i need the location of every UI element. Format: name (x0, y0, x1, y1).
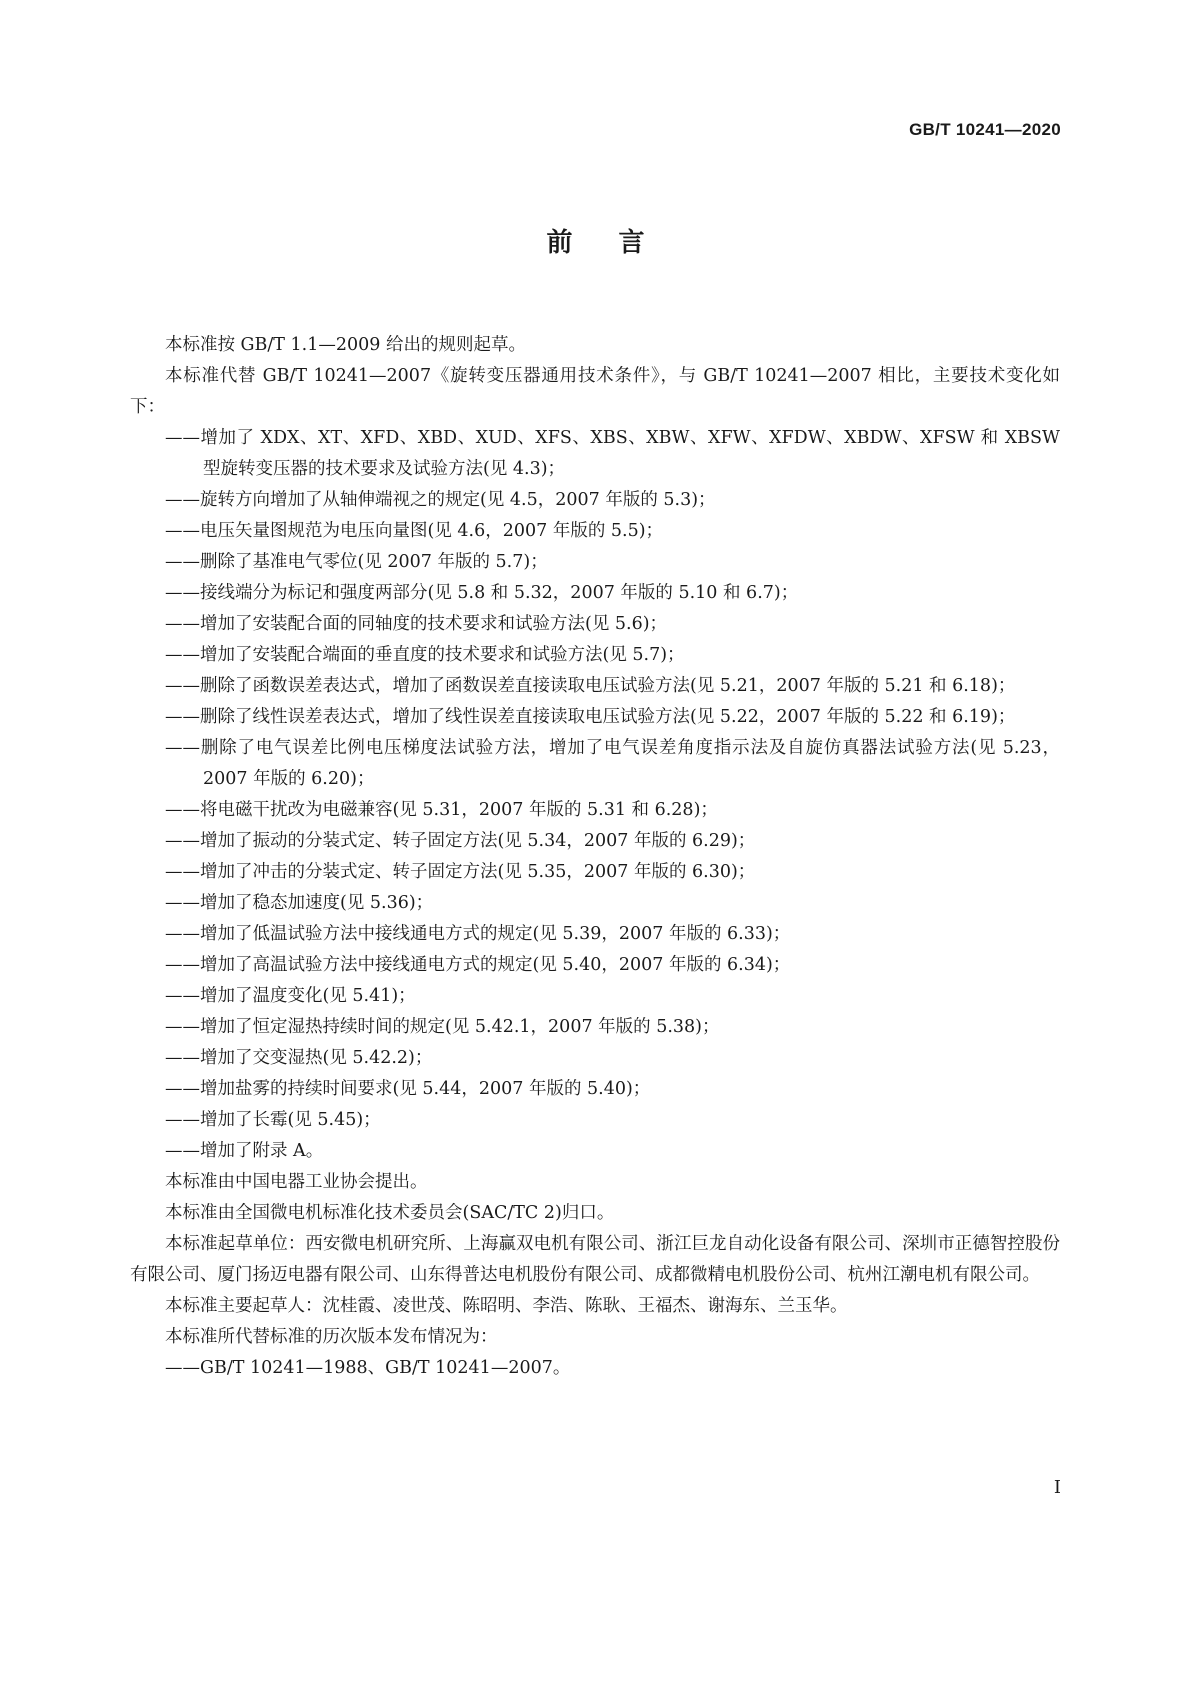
page-number: I (1053, 1477, 1061, 1498)
list-item: ——删除了线性误差表达式，增加了线性误差直接读取电压试验方法(见 5.22，2007 年版的 5.22 和 6.19)； (165, 707, 1016, 727)
list-item: ——增加了交变湿热(见 5.42.2)； (165, 1048, 433, 1068)
intro-paragraph: 本标准代替 GB/T 10241—2007《旋转变压器通用技术条件》，与 GB/T 10241—2007 相比，主要技术变化如下： (130, 366, 1060, 417)
history-item: ——GB/T 10241—1988、GB/T 10241—2007。 (165, 1358, 571, 1378)
list-item: ——增加了振动的分装式定、转子固定方法(见 5.34，2007 年版的 6.29)； (165, 831, 756, 851)
drafting-units-paragraph: 本标准起草单位：西安微电机研究所、上海赢双电机有限公司、浙江巨龙自动化设备有限公司、深圳市正德智控股份有限公司、厦门扬迈电器有限公司、山东得普达电机股份有限公司、成都微精电机股份公司、杭州江潮电机有限公司。 (130, 1234, 1060, 1285)
list-item: ——增加了低温试验方法中接线通电方式的规定(见 5.39，2007 年版的 6.33)； (165, 924, 791, 944)
list-item: ——增加了温度变化(见 5.41)； (165, 986, 416, 1006)
list-item: ——增加了安装配合面的同轴度的技术要求和试验方法(见 5.6)； (165, 614, 668, 634)
list-item: ——增加了 XDX、XT、XFD、XBD、XUD、XFS、XBS、XBW、XFW、XFDW、XBDW、XFSW 和 XBSW 型旋转变压器的技术要求及试验方法(见 4.3)； (165, 428, 1060, 479)
list-item: ——删除了电气误差比例电压梯度法试验方法，增加了电气误差角度指示法及自旋仿真器法试验方法(见 5.23，2007 年版的 6.20)； (165, 738, 1060, 789)
list-item: ——增加盐雾的持续时间要求(见 5.44，2007 年版的 5.40)； (165, 1079, 651, 1099)
list-item: ——增加了恒定湿热持续时间的规定(见 5.42.1，2007 年版的 5.38)； (165, 1017, 720, 1037)
page-title: 前言 (546, 228, 691, 258)
list-item: ——删除了函数误差表达式，增加了函数误差直接读取电压试验方法(见 5.21，2007 年版的 5.21 和 6.18)； (165, 676, 1016, 696)
drafters-paragraph: 本标准主要起草人：沈桂霞、凌世茂、陈昭明、李浩、陈耿、王福杰、谢海东、兰玉华。 (165, 1296, 848, 1316)
list-item: ——接线端分为标记和强度两部分(见 5.8 和 5.32，2007 年版的 5.10 和 6.7)； (165, 583, 799, 603)
list-item: ——增加了安装配合端面的垂直度的技术要求和试验方法(见 5.7)； (165, 645, 685, 665)
proposer-paragraph: 本标准由中国电器工业协会提出。 (165, 1172, 428, 1192)
list-item: ——增加了冲击的分装式定、转子固定方法(见 5.35，2007 年版的 6.30)； (165, 862, 756, 882)
list-item: ——增加了长霉(见 5.45)； (165, 1110, 381, 1130)
list-item: ——删除了基准电气零位(见 2007 年版的 5.7)； (165, 552, 548, 572)
list-item: ——电压矢量图规范为电压向量图(见 4.6，2007 年版的 5.5)； (165, 521, 664, 541)
list-item: ——增加了稳态加速度(见 5.36)； (165, 893, 434, 913)
document-body (130, 330, 1060, 1384)
intro-paragraph: 本标准按 GB/T 1.1—2009 给出的规则起草。 (165, 335, 526, 355)
list-item: ——旋转方向增加了从轴伸端视之的规定(见 4.5，2007 年版的 5.3)； (165, 490, 716, 510)
list-item: ——将电磁干扰改为电磁兼容(见 5.31，2007 年版的 5.31 和 6.28)； (165, 800, 718, 820)
standard-code: GB/T 10241—2020 (909, 120, 1061, 139)
list-item: ——增加了高温试验方法中接线通电方式的规定(见 5.40，2007 年版的 6.34)； (165, 955, 791, 975)
history-intro-paragraph: 本标准所代替标准的历次版本发布情况为： (165, 1327, 498, 1347)
list-item: ——增加了附录 A。 (165, 1141, 324, 1161)
committee-paragraph: 本标准由全国微电机标准化技术委员会(SAC/TC 2)归口。 (165, 1203, 615, 1223)
changes-list (130, 423, 1060, 1167)
